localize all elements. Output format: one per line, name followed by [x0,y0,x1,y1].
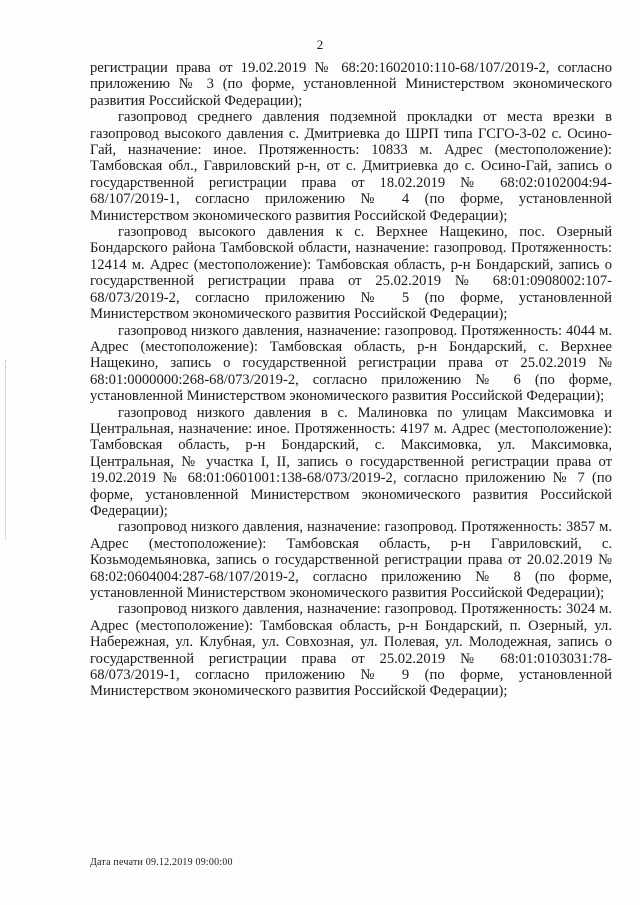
paragraph-gas-pipeline-ozerny: газопровод низкого давления, назначение: газопровод. Протяженность: 3024 м. Адрес (местоположение): Тамбовская область, р-н Бондарский, п. Озерный, ул. Набережная, ул. Клубная, ул. Совхозная, ул. Полевая, ул. Молодежная, запись о государственной регистрации права от 25.02.2019 № 68:01:0103031:78-68/073/2019-1, согласно приложению № 9 (по форме, установленной Министерством экономического развития Российской Федерации); [90,601,612,700]
page-number: 2 [316,37,324,52]
paragraph-continuation: регистрации права от 19.02.2019 № 68:20:1602010:110-68/107/2019-2, согласно приложению № 3 (по форме, установленной Министерством экономического развития Российской Федерации); [90,60,612,109]
paragraph-gas-pipeline-malinovka: газопровод низкого давления в с. Малиновка по улицам Максимовка и Центральная, назначение: иное. Протяженность: 4197 м. Адрес (местоположение): Тамбовская область, р-н Бондарский, с. Максимовка, ул. Максимовка, Центральная, № участка I, II, запись о государственной регистрации права от 19.02.2019 № 68:01:0601001:138-68/073/2019-2, согласно приложению № 7 (по форме, установленной Министерством экономического развития Российской Федерации); [90,404,612,519]
margin-scan-mark [5,360,9,540]
paragraph-gas-pipeline-verkhnee-nashchekino-high: газопровод высокого давления к с. Верхнее Нащекино, пос. Озерный Бондарского района Тамбовской области, назначение: газопровод. Протяженность: 12414 м. Адрес (местоположение): Тамбовская область, р-н Бондарский, запись о государственной регистрации права от 25.02.2019 № 68:01:0908002:107-68/073/2019-2, согласно приложению № 5 (по форме, установленной Министерством экономического развития Российской Федерации); [90,224,612,323]
paragraph-gas-pipeline-osino-gai: газопровод среднего давления подземной прокладки от места врезки в газопровод высокого давления с. Дмитриевка до ШРП типа ГСГО-3-02 с. Осино-Гай, назначение: иное. Протяженность: 10833 м. Адрес (местоположение): Тамбовская обл., Гавриловский р-н, от с. Дмитриевка до с. Осино-Гай, запись о государственной регистрации права от 18.02.2019 № 68:02:0102004:94-68/107/2019-1, согласно приложению № 4 (по форме, установленной Министерством экономического развития Российской Федерации); [90,109,612,224]
paragraph-gas-pipeline-verkhnee-nashchekino-low: газопровод низкого давления, назначение: газопровод. Протяженность: 4044 м. Адрес (местоположение): Тамбовская область, р-н Бондарский, с. Верхнее Нащекино, запись о государственной регистрации права от 25.02.2019 № 68:01:0000000:268-68/073/2019-2, согласно приложению № 6 (по форме, установленной Министерством экономического развития Российской Федерации); [90,322,612,405]
document-body [90,60,612,700]
print-date: Дата печати 09.12.2019 09:00:00 [90,857,233,868]
paragraph-gas-pipeline-kozmodemyanovka: газопровод низкого давления, назначение: газопровод. Протяженность: 3857 м. Адрес (местоположение): Тамбовская область, р-н Гавриловский, с. Козьмодемьяновка, запись о государственной регистрации права от 20.02.2019 № 68:02:0604004:287-68/107/2019-2, согласно приложению № 8 (по форме, установленной Министерством экономического развития Российской Федерации); [90,519,612,601]
